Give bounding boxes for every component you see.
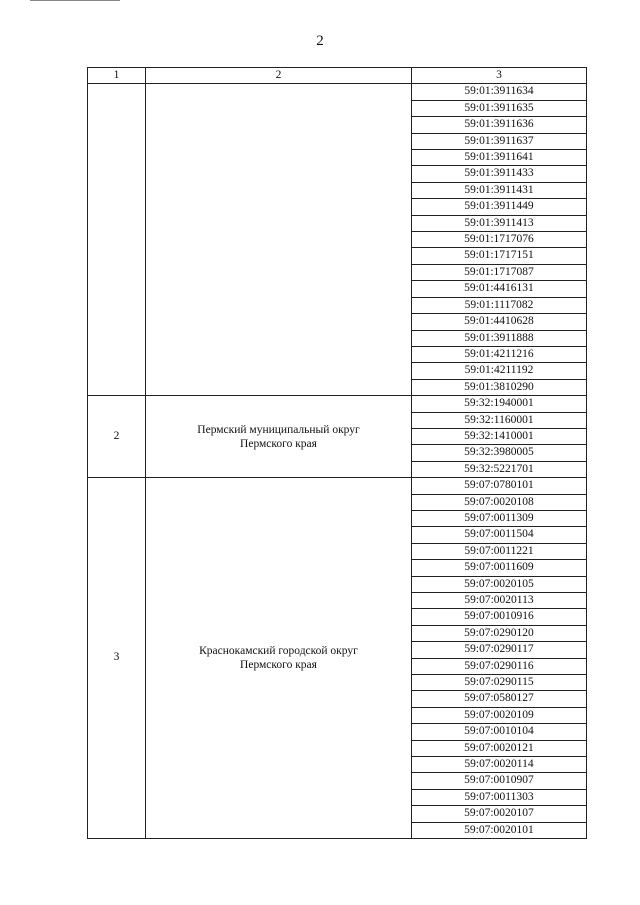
page-number: 2	[316, 33, 324, 49]
cadastral-code-cell: 59:32:5221701	[412, 461, 587, 477]
cadastral-code-cell: 59:01:3911449	[412, 199, 587, 215]
cadastral-code-cell: 59:01:1717087	[412, 264, 587, 280]
municipality-name-cell	[146, 84, 412, 396]
municipality-name-line: Пермский муниципальный округ	[197, 423, 360, 436]
cadastral-code-cell: 59:07:0010916	[412, 609, 587, 625]
municipality-name-line: Пермского края	[240, 659, 317, 672]
cadastral-code-cell: 59:07:0290120	[412, 625, 587, 641]
municipality-name-cell	[146, 478, 412, 839]
cadastral-code-cell: 59:01:3911641	[412, 150, 587, 166]
cadastral-code-cell: 59:01:3810290	[412, 379, 587, 395]
cadastral-code-cell: 59:07:0780101	[412, 478, 587, 494]
cadastral-code-cell: 59:01:3911634	[412, 84, 587, 100]
cadastral-code-cell: 59:07:0010907	[412, 773, 587, 789]
cadastral-code-cell: 59:01:3911888	[412, 330, 587, 346]
cadastral-code-cell: 59:01:3911413	[412, 215, 587, 231]
cadastral-code-cell: 59:07:0020107	[412, 806, 587, 822]
row-number-cell: 3	[88, 478, 146, 839]
cadastral-code-cell: 59:01:3911636	[412, 117, 587, 133]
cadastral-code-cell: 59:01:1717076	[412, 232, 587, 248]
cadastral-code-cell: 59:07:0011504	[412, 527, 587, 543]
cadastral-code-cell: 59:01:3911433	[412, 166, 587, 182]
cadastral-code-cell: 59:32:1940001	[412, 396, 587, 412]
cadastral-code-cell: 59:07:0011221	[412, 543, 587, 559]
column-header-2: 2	[146, 68, 412, 84]
cadastral-code-cell: 59:01:3911635	[412, 100, 587, 116]
municipality-name-line: Пермского края	[240, 437, 317, 450]
cadastral-code-cell: 59:07:0011303	[412, 789, 587, 805]
cadastral-code-cell: 59:07:0011609	[412, 560, 587, 576]
table-row	[88, 396, 587, 412]
cadastral-code-cell: 59:01:4410628	[412, 314, 587, 330]
table-row	[88, 84, 587, 100]
table-header-row	[88, 68, 587, 84]
cadastral-code-cell: 59:01:4211192	[412, 363, 587, 379]
cadastral-code-cell: 59:32:1160001	[412, 412, 587, 428]
cadastral-code-cell: 59:01:4211216	[412, 346, 587, 362]
cadastral-code-cell: 59:07:0020108	[412, 494, 587, 510]
cadastral-code-cell: 59:07:0011309	[412, 510, 587, 526]
row-number-cell: 2	[88, 396, 146, 478]
scan-edge-mark	[30, 0, 120, 1]
cadastral-code-cell: 59:32:3980005	[412, 445, 587, 461]
municipality-name-cell	[146, 396, 412, 478]
cadastral-code-cell: 59:01:1117082	[412, 297, 587, 313]
cadastral-code-cell: 59:07:0020114	[412, 757, 587, 773]
cadastral-code-cell: 59:01:1717151	[412, 248, 587, 264]
cadastral-quarter-table	[87, 67, 587, 839]
cadastral-code-cell: 59:07:0020101	[412, 822, 587, 838]
cadastral-code-cell: 59:01:4416131	[412, 281, 587, 297]
cadastral-code-cell: 59:07:0020121	[412, 740, 587, 756]
cadastral-code-cell: 59:07:0290116	[412, 658, 587, 674]
cadastral-code-cell: 59:07:0020109	[412, 707, 587, 723]
cadastral-code-cell: 59:07:0580127	[412, 691, 587, 707]
cadastral-code-cell: 59:07:0020113	[412, 593, 587, 609]
cadastral-code-cell: 59:07:0020105	[412, 576, 587, 592]
table-row	[88, 478, 587, 494]
column-header-1: 1	[88, 68, 146, 84]
cadastral-code-cell: 59:32:1410001	[412, 428, 587, 444]
cadastral-code-cell: 59:07:0290115	[412, 675, 587, 691]
cadastral-code-cell: 59:01:3911431	[412, 182, 587, 198]
cadastral-code-cell: 59:07:0010104	[412, 724, 587, 740]
column-header-3: 3	[412, 68, 587, 84]
cadastral-code-cell: 59:07:0290117	[412, 642, 587, 658]
municipality-name-line: Краснокамский городской округ	[199, 645, 358, 658]
cadastral-code-cell: 59:01:3911637	[412, 133, 587, 149]
table-body	[88, 84, 587, 839]
row-number-cell	[88, 84, 146, 396]
